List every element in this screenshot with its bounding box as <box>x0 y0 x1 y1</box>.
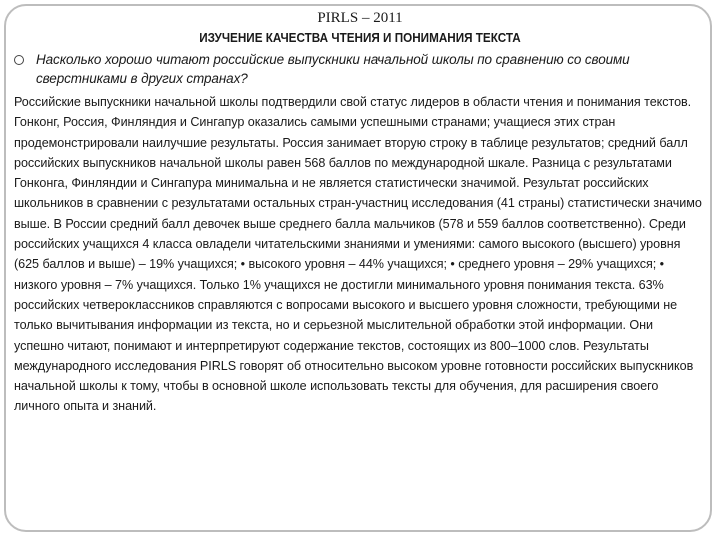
circle-bullet-icon <box>14 55 24 65</box>
slide-content <box>14 8 706 417</box>
body-paragraph: Российские выпускники начальной школы подтвердили свой статус лидеров в области чтения и понимания текстов. Гонконг, Россия, Финляндия и Сингапур оказались самыми успешными странами; учащиеся этих стран продемонстрировали наилучшие результаты. Россия занимает вторую строку в таблице результатов; средний балл российских выпускников начальной школы равен 568 баллов по международной шкале. Разница с результатами Гонконга, Финляндии и Сингапура минимальна и не является статистически значимой. Результат российских школьников в сравнении с результатами остальных стран-участниц исследования (41 страны) статистически значимо выше. В России средний балл девочек выше среднего балла мальчиков (578 и 559 баллов соответственно). Среди российских учащихся 4 класса овладели читательскими знаниями и умениями: самого высокого (высшего) уровня (625 баллов и выше) – 19% учащихся; • высокого уровня – 44% учащихся; • среднего уровня – 29% учащихся; • низкого уровня – 7% учащихся. Только 1% учащихся не достигли минимального уровня понимания текста. 63% российских четвероклассников справляются с вопросами высокого и высшего уровня сложности, требующими не только вычитывания информации из текста, но и серьезной мыслительной обработки этой информации. Они успешно читают, понимают и интерпретируют содержание текстов, состоящих из 800–1000 слов. Результаты международного исследования PIRLS говорят об относительно высоком уровне готовности российских выпускников начальной школы к тому, чтобы в основной школе использовать тексты для обучения, для расширения своего личного опыта и знаний. <box>14 95 702 414</box>
question-bullet-item <box>14 50 706 88</box>
main-title: ИЗУЧЕНИЕ КАЧЕСТВА ЧТЕНИЯ И ПОНИМАНИЯ ТЕКСТА <box>199 30 521 45</box>
question-text: Насколько хорошо читают российские выпускники начальной школы по сравнению со своими сверстниками в других странах? <box>36 52 630 86</box>
top-title: PIRLS – 2011 <box>317 10 403 26</box>
